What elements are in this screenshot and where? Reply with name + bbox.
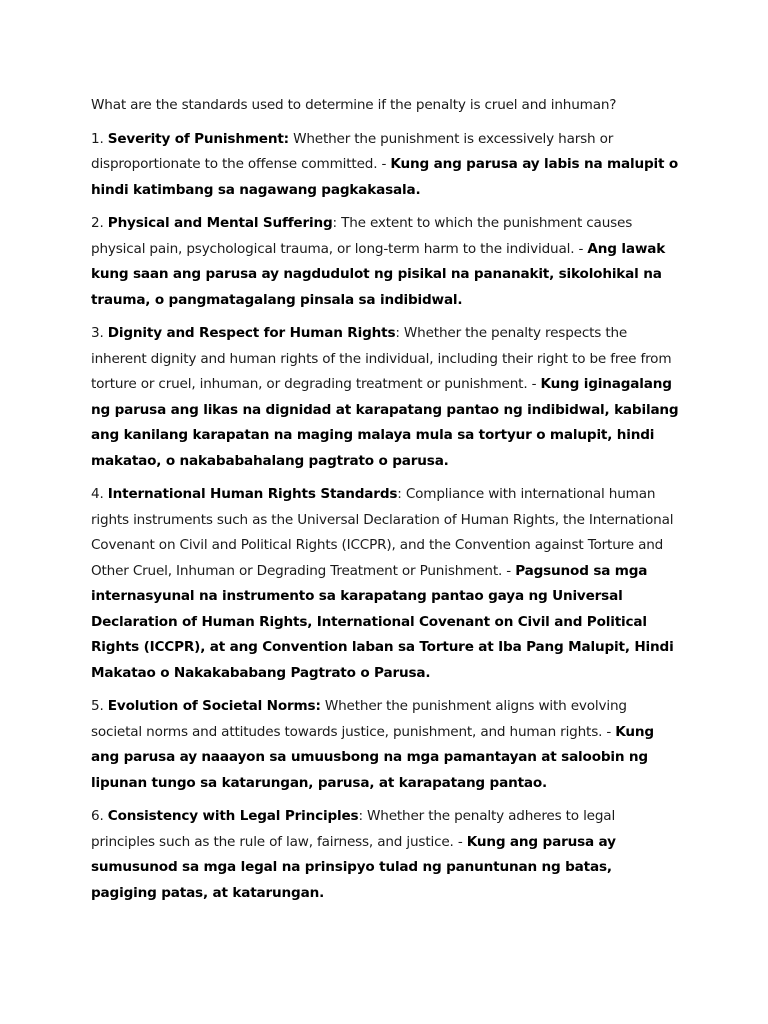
item-number: 4. xyxy=(91,486,104,502)
question-text: What are the standards used to determine if the penalty is cruel and inhuman? xyxy=(91,97,617,113)
item-translation: Kung iginagalang ng parusa ang likas na dignidad at karapatang pantao ng indibidwal, kabilang ang kanilang karapatan na maging malaya mula sa tortyur o malupit, hindi makatao, o nakababahalang pagtrato o parusa. xyxy=(91,376,679,469)
standard-item-6 xyxy=(91,804,681,906)
item-heading: Physical and Mental Suffering xyxy=(107,215,333,231)
item-body: Whether the punishment is excessively harsh or disproportionate to the offense committed. - xyxy=(91,130,614,172)
item-heading: Consistency with Legal Principles xyxy=(107,808,359,824)
item-number: 3. xyxy=(91,325,104,341)
item-body: Whether the penalty respects the inherent dignity and human rights of the individual, including their right to be free from torture or cruel, inhuman, or degrading treatment or punishment. - xyxy=(91,325,672,392)
item-number: 2. xyxy=(91,215,104,231)
item-heading: Evolution of Societal Norms: xyxy=(107,698,321,714)
standard-item-1 xyxy=(91,127,681,204)
item-translation: Kung ang parusa ay sumusunod sa mga legal na prinsipyo tulad ng panuntunan ng batas, pagiging patas, at katarungan. xyxy=(91,833,616,901)
standard-item-5 xyxy=(91,694,681,796)
standard-item-2 xyxy=(91,211,681,313)
standard-item-3 xyxy=(91,321,681,474)
item-heading-suffix: : xyxy=(397,486,402,502)
item-translation: Pagsunod sa mga internasyunal na instrumento sa karapatang pantao gaya ng Universal Declaration of Human Rights, International Covenant on Civil and Political Rights (ICCPR), at ang Convention laban sa Torture at Iba Pang Malupit, Hindi Makatao o Nakakababang Pagtrato o Parusa. xyxy=(91,562,674,681)
item-translation: Kung ang parusa ay naaayon sa umuusbong na mga pamantayan at saloobin ng lipunan tungo sa katarungan, parusa, at karapatang pantao. xyxy=(91,723,654,791)
item-number: 6. xyxy=(91,808,104,824)
item-body: Compliance with international human rights instruments such as the Universal Declaration of Human Rights, the International Covenant on Civil and Political Rights (ICCPR), and the Convention against Torture and Other Cruel, Inhuman or Degrading Treatment or Punishment. - xyxy=(91,486,674,579)
item-number: 5. xyxy=(91,698,104,714)
item-heading: Dignity and Respect for Human Rights xyxy=(107,325,396,341)
item-body: The extent to which the punishment causes physical pain, psychological trauma, or long-term harm to the individual. - xyxy=(91,215,633,257)
item-body: Whether the punishment aligns with evolving societal norms and attitudes towards justice, punishment, and human rights. - xyxy=(91,698,627,740)
item-heading: International Human Rights Standards xyxy=(107,486,398,502)
item-heading-suffix: : xyxy=(358,808,363,824)
item-translation: Ang lawak kung saan ang parusa ay nagdudulot ng pisikal na pananakit, sikolohikal na trauma, o pangmatagalang pinsala sa indibidwal. xyxy=(91,240,666,308)
item-heading-suffix: : xyxy=(332,215,337,231)
item-body: Whether the penalty adheres to legal principles such as the rule of law, fairness, and justice. - xyxy=(91,808,616,850)
standard-item-4 xyxy=(91,482,681,686)
item-number: 1. xyxy=(91,130,104,147)
item-heading-suffix: : xyxy=(395,325,400,341)
document-page xyxy=(91,93,681,914)
item-translation: Kung ang parusa ay labis na malupit o hindi katimbang sa nagawang pagkakasala. xyxy=(91,156,679,198)
item-heading: Severity of Punishment: xyxy=(107,130,289,147)
